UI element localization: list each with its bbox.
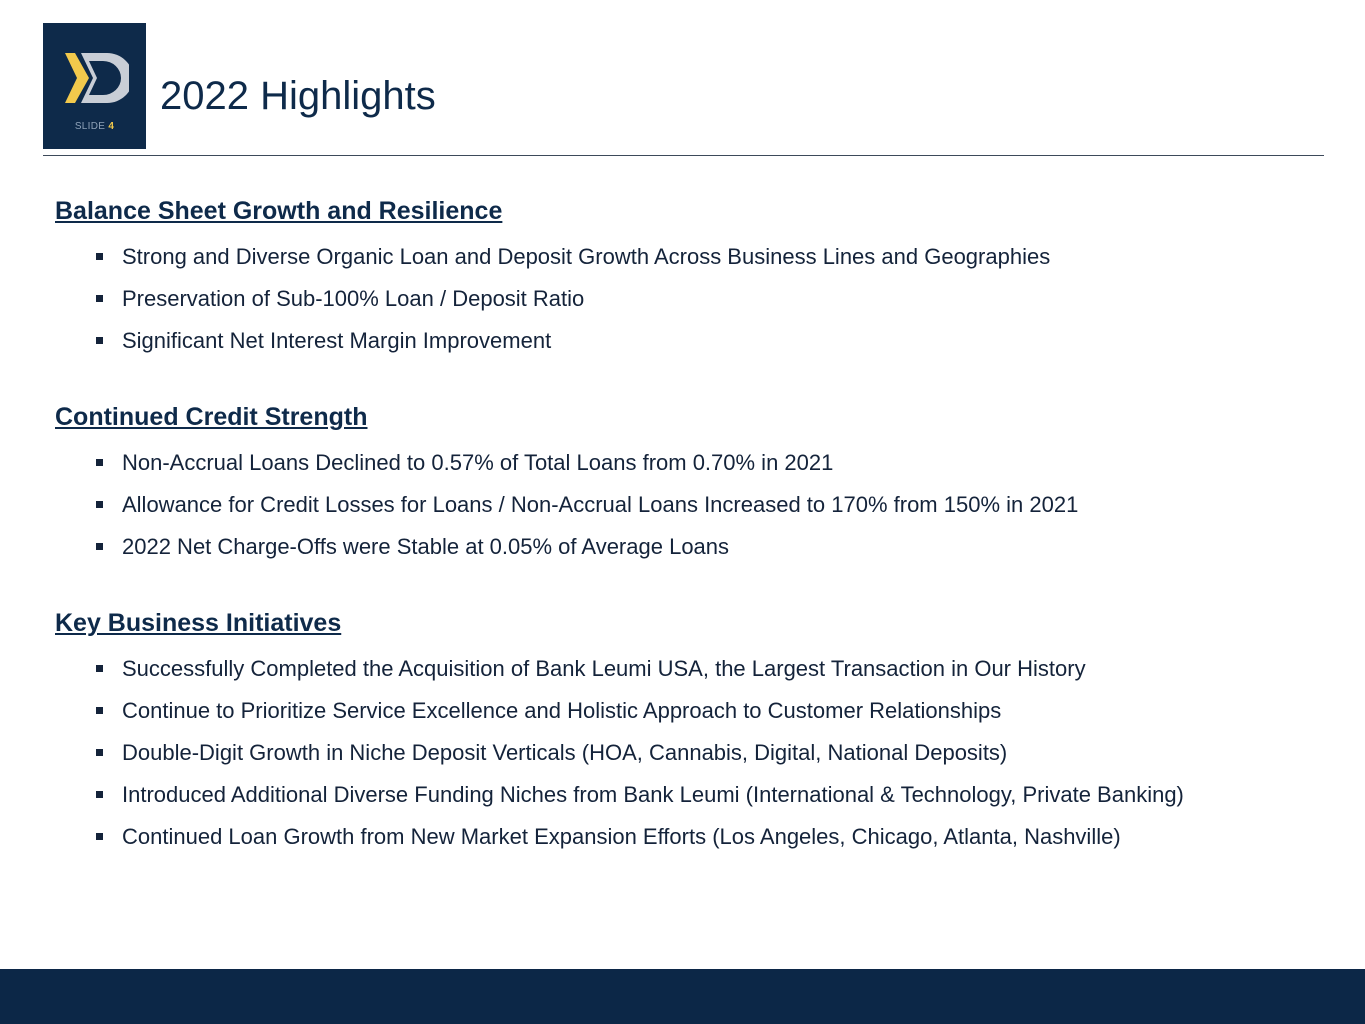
list-item: [55, 648, 1345, 690]
list-item: [55, 236, 1345, 278]
bullet-list: [55, 236, 1345, 362]
bullet-list: [55, 648, 1345, 858]
square-bullet-icon: [96, 501, 103, 508]
list-item: [55, 732, 1345, 774]
section-heading: Continued Credit Strength: [55, 403, 368, 431]
list-item-text: Strong and Diverse Organic Loan and Deposit Growth Across Business Lines and Geographies: [122, 244, 1051, 269]
title-divider: [43, 155, 1324, 156]
company-logo: [43, 23, 146, 149]
list-item: [55, 526, 1345, 568]
bullet-list: [55, 442, 1345, 568]
section-heading: Key Business Initiatives: [55, 609, 342, 637]
square-bullet-icon: [96, 459, 103, 466]
list-item: [55, 690, 1345, 732]
list-item-text: Continued Loan Growth from New Market Expansion Efforts (Los Angeles, Chicago, Atlanta, Nashville): [122, 824, 1121, 849]
list-item-text: Introduced Additional Diverse Funding Niches from Bank Leumi (International & Technology, Private Banking): [122, 782, 1184, 807]
square-bullet-icon: [96, 707, 103, 714]
square-bullet-icon: [96, 543, 103, 550]
list-item-text: 2022 Net Charge-Offs were Stable at 0.05% of Average Loans: [122, 534, 730, 559]
list-item-text: Preservation of Sub-100% Loan / Deposit Ratio: [122, 286, 585, 311]
list-item: [55, 774, 1345, 816]
list-item: [55, 320, 1345, 362]
list-item-text: Non-Accrual Loans Declined to 0.57% of Total Loans from 0.70% in 2021: [122, 450, 834, 475]
square-bullet-icon: [96, 253, 103, 260]
square-bullet-icon: [96, 295, 103, 302]
square-bullet-icon: [96, 665, 103, 672]
slide-number: [43, 121, 146, 132]
list-item: [55, 484, 1345, 526]
slide-number-value: 4: [108, 121, 115, 132]
list-item-text: Continue to Prioritize Service Excellence and Holistic Approach to Customer Relationships: [122, 698, 1002, 723]
list-item-text: Double-Digit Growth in Niche Deposit Verticals (HOA, Cannabis, Digital, National Deposits): [122, 740, 1008, 765]
list-item: [55, 278, 1345, 320]
section-heading: Balance Sheet Growth and Resilience: [55, 197, 503, 225]
list-item: [55, 816, 1345, 858]
section-business-initiatives: [55, 608, 1345, 858]
footer-bar: [0, 969, 1365, 1024]
square-bullet-icon: [96, 749, 103, 756]
list-item: [55, 442, 1345, 484]
square-bullet-icon: [96, 791, 103, 798]
slide-label: SLIDE: [74, 121, 106, 132]
list-item-text: Allowance for Credit Losses for Loans / Non-Accrual Loans Increased to 170% from 150% in 2021: [122, 492, 1079, 517]
section-credit-strength: [55, 402, 1345, 568]
page-title: 2022 Highlights: [160, 74, 436, 118]
square-bullet-icon: [96, 337, 103, 344]
section-balance-sheet: [55, 196, 1345, 362]
list-item-text: Significant Net Interest Margin Improvement: [122, 328, 552, 353]
highlights-content: [55, 196, 1345, 898]
logo-chevron-icon: [63, 51, 129, 106]
list-item-text: Successfully Completed the Acquisition of Bank Leumi USA, the Largest Transaction in Our History: [122, 656, 1086, 681]
square-bullet-icon: [96, 833, 103, 840]
